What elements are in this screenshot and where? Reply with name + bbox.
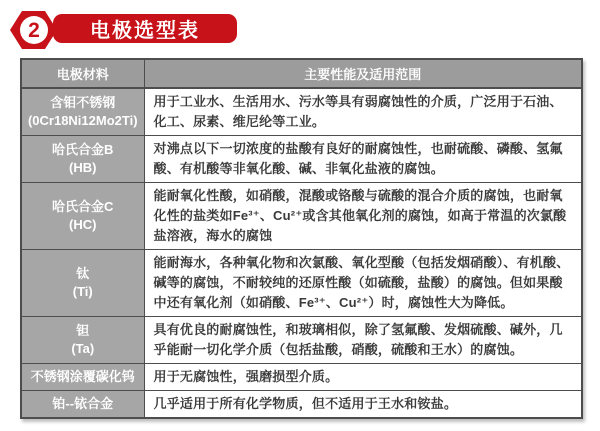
- electrode-selection-table: [20, 58, 583, 419]
- description-cell: 对沸点以下一切浓度的盐酸有良好的耐腐蚀性，也耐硫酸、磷酸、氢氟酸、有机酸等非氧化酸、碱、非氧化盐液的腐蚀。: [144, 136, 582, 183]
- page-title: 电极选型表: [90, 19, 200, 42]
- material-name: 哈氏合金B: [52, 142, 114, 157]
- material-formula: (Ta): [71, 341, 95, 356]
- material-name: 钽: [76, 323, 90, 338]
- description-cell: 具有优良的耐腐蚀性，和玻璃相似，除了氢氟酸、发烟硫酸、碱外，几乎能耐一切化学介质（包括盐酸，硝酸，硫酸和王水）的腐蚀。: [144, 317, 582, 364]
- material-name: 钛: [76, 266, 90, 281]
- material-formula: (Ti): [72, 284, 93, 299]
- material-name: 哈氏合金C: [52, 199, 114, 214]
- table-row: [21, 391, 582, 419]
- material-name: 铂--铱合金: [52, 396, 114, 411]
- column-header-performance: 主要性能及适用范围: [144, 59, 582, 88]
- section-header: [10, 8, 237, 52]
- description-cell: 能耐氧化性酸，如硝酸，混酸或铬酸与硫酸的混合介质的腐蚀，也耐氧化性的盐类如Fe³⁺、Cu²⁺或含其他氧化剂的腐蚀，如高于常温的次氯酸盐溶液，海水的腐蚀: [144, 183, 582, 250]
- material-cell: [21, 364, 144, 391]
- table-row: [21, 136, 582, 183]
- table-row: [21, 317, 582, 364]
- material-name: 含钼不锈钢: [50, 95, 116, 110]
- material-cell: [21, 250, 144, 317]
- material-formula: (0Cr18Ni12Mo2Ti): [27, 113, 138, 128]
- description-cell: 用于无腐蚀性，强磨损型介质。: [144, 364, 582, 391]
- title-banner: [53, 14, 237, 43]
- step-badge: [10, 9, 57, 51]
- table-row: [21, 88, 582, 136]
- table-header: [21, 59, 582, 88]
- material-formula: (HC): [69, 217, 97, 232]
- table-row: [21, 183, 582, 250]
- table-row: [21, 364, 582, 391]
- description-cell: 几乎适用于所有化学物质，但不适用于王水和铵盐。: [144, 391, 582, 419]
- material-cell: [21, 183, 144, 250]
- hexagon-badge-icon: [10, 9, 57, 51]
- material-name: 不锈钢涂覆碳化钨: [30, 369, 135, 384]
- column-header-material: 电极材料: [21, 59, 144, 88]
- material-cell: [21, 136, 144, 183]
- table-header-row: [21, 59, 582, 88]
- material-cell: [21, 88, 144, 136]
- description-cell: 用于工业水、生活用水、污水等具有弱腐蚀性的介质，广泛用于石油、化工、尿素、维尼纶等工业。: [144, 88, 582, 136]
- table-body: [21, 88, 582, 418]
- description-cell: 能耐海水，各种氧化物和次氯酸、氧化型酸（包括发烟硝酸）、有机酸、碱等的腐蚀，不耐较纯的还原性酸（如硫酸，盐酸）的腐蚀。但如果酸中还有氧化剂（如硝酸、Fe³⁺、Cu²⁺）时，腐蚀性大为降低。: [144, 250, 582, 317]
- table-row: [21, 250, 582, 317]
- badge-number: 2: [28, 19, 40, 42]
- material-cell: [21, 317, 144, 364]
- material-formula: (HB): [69, 160, 97, 175]
- material-cell: [21, 391, 144, 419]
